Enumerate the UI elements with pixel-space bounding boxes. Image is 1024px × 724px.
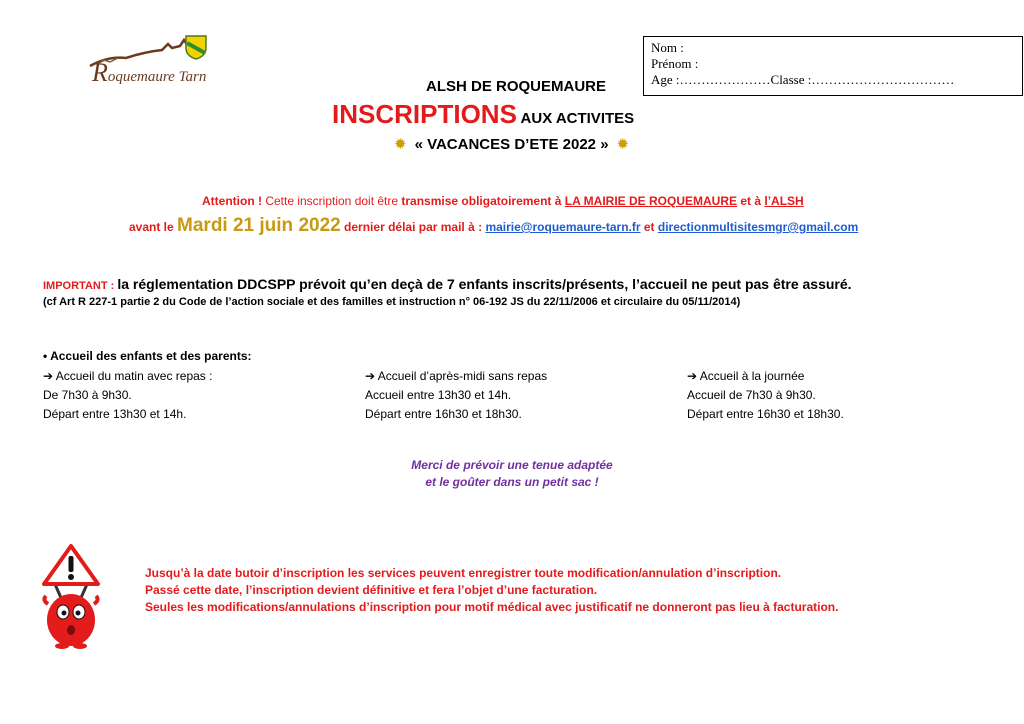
warning-line3: Seules les modifications/annulations d’inscription pour motif médical avec justificatif ne donneront pas lieu à facturation. — [145, 600, 839, 614]
mairie-label: LA MAIRIE DE ROQUEMAURE — [564, 194, 738, 208]
accueil-column-journee — [687, 367, 844, 424]
page-title — [332, 99, 634, 130]
column-line: Accueil entre 13h30 et 14h. — [365, 388, 512, 402]
deadline-date: Mardi 21 juin 2022 — [177, 215, 341, 236]
column-line: Départ entre 13h30 et 14h. — [43, 407, 187, 421]
email-direction-link[interactable]: directionmultisitesmgr@gmail.com — [657, 220, 859, 234]
warning-line1: Jusqu’à la date butoir d’inscription les services peuvent enregistrer toute modification/annulation d’inscription. — [145, 566, 782, 580]
deadline-text: dernier délai par mail à : — [340, 220, 486, 234]
accueil-title: • Accueil des enfants et des parents: — [43, 349, 252, 363]
cancellation-warning — [145, 565, 838, 616]
column-line: Accueil de 7h30 à 9h30. — [687, 388, 816, 402]
reminder-note — [0, 457, 1024, 491]
column-line: Départ entre 16h30 et 18h30. — [365, 407, 522, 421]
column-head: ➔ Accueil d’après-midi sans repas — [365, 369, 548, 383]
roquemaure-logo — [88, 34, 212, 92]
org-title: ALSH DE ROQUEMAURE — [426, 78, 607, 95]
column-head: ➔ Accueil à la journée — [687, 369, 805, 383]
column-line: De 7h30 à 9h30. — [43, 388, 132, 402]
period-label: « VACANCES D’ETE 2022 » — [414, 135, 609, 153]
reminder-line1: Merci de prévoir une tenue adaptée — [411, 458, 613, 472]
attention-and: et à — [737, 194, 765, 208]
sun-icon: ✹ — [616, 136, 630, 153]
warning-line2: Passé cette date, l’inscription devient définitive et fera l’objet d’une facturation. — [145, 583, 598, 597]
attention-text1: Cette inscription doit être — [261, 194, 402, 208]
logo-rest: oquemaure Tarn — [107, 69, 207, 85]
title-inscriptions: INSCRIPTIONS — [332, 99, 517, 129]
logo-text — [92, 58, 206, 88]
nom-field[interactable]: Nom : — [651, 40, 684, 55]
reminder-line2: et le goûter dans un petit sac ! — [425, 475, 599, 489]
before-label: avant le — [129, 220, 178, 234]
sun-icon: ✹ — [394, 136, 407, 153]
attention-line — [202, 194, 804, 208]
warning-mascot-icon — [40, 544, 102, 650]
accueil-column-apres-midi — [365, 367, 547, 424]
logo-initial: R — [92, 58, 108, 87]
prenom-field[interactable]: Prénom : — [651, 56, 699, 71]
column-head: ➔ Accueil du matin avec repas : — [43, 369, 213, 383]
title-aux-activites: AUX ACTIVITES — [516, 110, 635, 127]
important-label: IMPORTANT : — [43, 280, 118, 292]
important-line — [43, 276, 852, 292]
email-mairie-link[interactable]: mairie@roquemaure-tarn.fr — [485, 220, 641, 234]
age-classe-field[interactable]: Age :…………………Classe :…………………………… — [651, 72, 955, 87]
accueil-column-matin — [43, 367, 212, 424]
attention-text2: transmise obligatoirement à — [401, 194, 565, 208]
email-et: et — [640, 220, 658, 234]
identity-box[interactable] — [643, 36, 1023, 96]
coat-of-arms-icon — [184, 34, 208, 60]
important-reference: (cf Art R 227-1 partie 2 du Code de l’action sociale et des familles et instruction n° 06-192 JS du 22/11/2006 et circulaire du 05/11/2014) — [43, 296, 741, 308]
deadline-line — [129, 215, 858, 237]
period-title — [394, 135, 629, 153]
column-line: Départ entre 16h30 et 18h30. — [687, 407, 844, 421]
important-text: la réglementation DDCSPP prévoit qu’en deçà de 7 enfants inscrits/présents, l’accueil ne peut pas être assuré. — [117, 276, 852, 292]
attention-label: Attention ! — [202, 194, 262, 208]
alsh-label: l’ALSH — [764, 194, 804, 208]
